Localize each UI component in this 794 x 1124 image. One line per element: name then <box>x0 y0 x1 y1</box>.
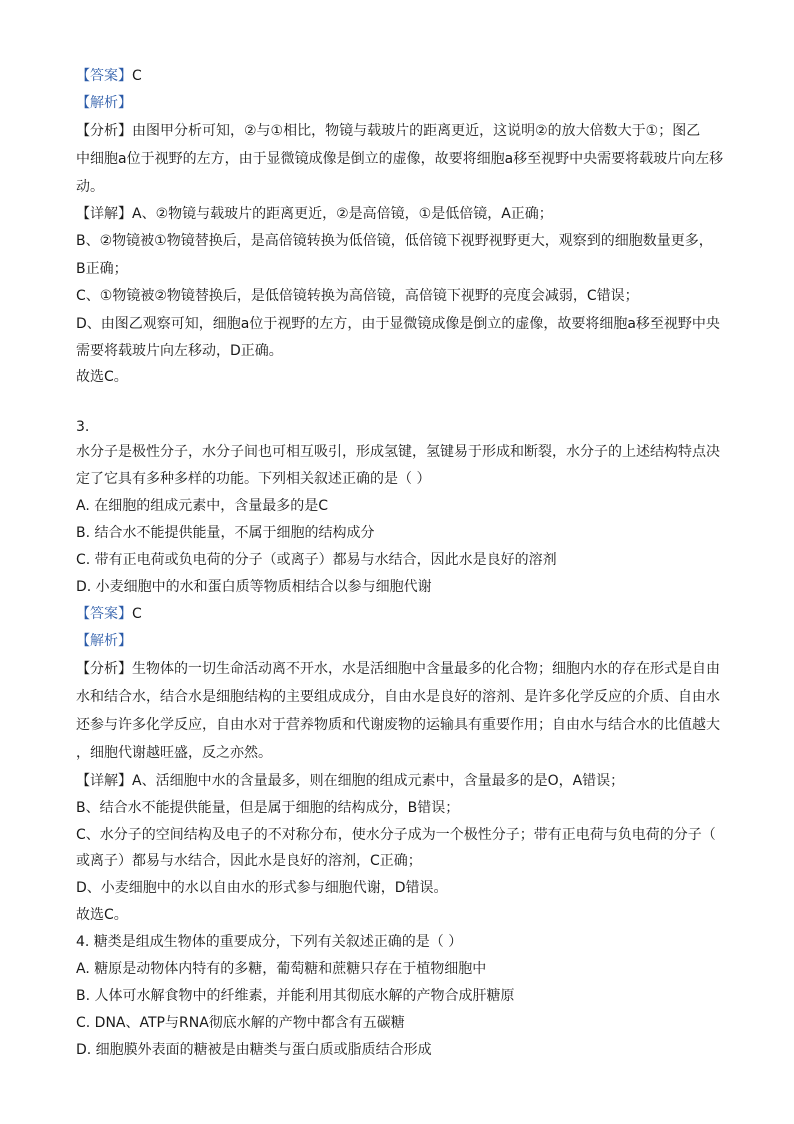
q4-stem: 4. 糖类是组成生物体的重要成分，下列有关叙述正确的是（ ） <box>76 934 463 950</box>
q4-option-c: C. DNA、ATP与RNA彻底水解的产物中都含有五碳糖 <box>76 1015 405 1031</box>
q3-xiangjie-line: D、小麦细胞中的水以自由水的形式参与细胞代谢，D错误。 <box>76 880 448 896</box>
q3-stem-line: 定了它具有多种多样的功能。下列相关叙述正确的是（ ） <box>76 471 431 487</box>
q4-option-b: B. 人体可水解食物中的纤维素，并能利用其彻底水解的产物合成肝糖原 <box>76 988 515 1004</box>
xiangjie-tag: 【详解】 <box>76 773 132 789</box>
q3-xiangjie-line: 或离子）都易与水结合，因此水是良好的溶剂，C正确； <box>76 853 422 869</box>
q3-option-c: C. 带有正电荷或负电荷的分子（或离子）都易与水结合，因此水是良好的溶剂 <box>76 552 557 568</box>
q2-fenxi-text: 由图甲分析可知，②与①相比，物镜与载玻片的距离更近，这说明②的放大倍数大于①；图乙 <box>132 123 701 139</box>
q2-xiangjie-line: 需要将载玻片向左移动，D正确。 <box>76 343 283 359</box>
q2-xiangjie-line: C、①物镜被②物镜替换后，是低倍镜转换为高倍镜，高倍镜下视野的亮度会减弱，C错误； <box>76 288 639 304</box>
q3-stem-line: 水分子是极性分子，水分子间也可相互吸引，形成氢键，氢键易于形成和断裂，水分子的上述结构特点决 <box>76 444 720 460</box>
q3-fenxi-line: 还参与许多化学反应，自由水对于营养物质和代谢废物的运输具有重要作用；自由水与结合水的比值越大 <box>76 717 720 733</box>
q3-fenxi-line <box>76 660 726 678</box>
q3-fenxi-line: 水和结合水，结合水是细胞结构的主要组成成分，自由水是良好的溶剂、是许多化学反应的介质、自由水 <box>76 689 720 705</box>
q4-option-d: D. 细胞膜外表面的糖被是由糖类与蛋白质或脂质结合形成 <box>76 1042 432 1058</box>
q2-xiangjie-line <box>76 205 726 223</box>
q3-analysis-heading <box>76 632 726 650</box>
q2-analysis-heading <box>76 94 726 112</box>
xiangjie-tag: 【详解】 <box>76 206 132 222</box>
q2-answer-line <box>76 67 726 85</box>
q3-fenxi-line: ，细胞代谢越旺盛，反之亦然。 <box>76 745 272 761</box>
q2-xiangjie-line: B、②物镜被①物镜替换后，是高倍镜转换为低倍镜，低倍镜下视野视野更大，观察到的细胞数量更多， <box>76 233 713 249</box>
q3-option-a: A. 在细胞的组成元素中，含量最多的是C <box>76 498 329 514</box>
q2-fenxi-line: 中细胞a位于视野的左方，由于显微镜成像是倒立的虚像，故要将细胞a移至视野中央需要将载玻片向左移 <box>76 151 724 167</box>
q4-option-a: A. 糖原是动物体内特有的多糖，葡萄糖和蔗糖只存在于植物细胞中 <box>76 961 487 977</box>
q3-xiangjie-line: B、结合水不能提供能量，但是属于细胞的结构成分，B错误； <box>76 800 460 816</box>
q2-conclusion: 故选C。 <box>76 369 128 385</box>
q2-fenxi-line <box>76 122 726 140</box>
q2-xiangjie-line: D、由图乙观察可知，细胞a位于视野的左方，由于显微镜成像是倒立的虚像，故要将细胞a移至视野中央 <box>76 316 720 332</box>
q3-xiangjie-line <box>76 772 726 790</box>
q3-number: 3. <box>76 419 90 435</box>
fenxi-tag: 【分析】 <box>76 123 132 139</box>
q3-option-b: B. 结合水不能提供能量，不属于细胞的结构成分 <box>76 525 375 541</box>
answer-tag: 【答案】 <box>76 606 132 622</box>
q3-xiangjie-line: C、水分子的空间结构及电子的不对称分布，使水分子成为一个极性分子；带有正电荷与负电荷的分子（ <box>76 827 716 843</box>
q2-xiangjie-line: B正确； <box>76 261 128 277</box>
answer-tag: 【答案】 <box>76 68 132 84</box>
analysis-tag: 【解析】 <box>76 95 132 111</box>
q3-option-d: D. 小麦细胞中的水和蛋白质等物质相结合以参与细胞代谢 <box>76 579 432 595</box>
q3-conclusion: 故选C。 <box>76 907 128 923</box>
q3-fenxi-text: 生物体的一切生命活动离不开水，水是活细胞中含量最多的化合物；细胞内水的存在形式是自由 <box>132 661 720 677</box>
q3-answer-line <box>76 605 726 623</box>
q2-fenxi-line: 动。 <box>76 179 104 195</box>
q3-answer-value: C <box>132 606 142 622</box>
q3-xiangjie-text: A、活细胞中水的含量最多，则在细胞的组成元素中，含量最多的是O，A错误； <box>132 773 625 789</box>
q2-xiangjie-text: A、②物镜与载玻片的距离更近，②是高倍镜，①是低倍镜，A正确； <box>132 206 553 222</box>
analysis-tag: 【解析】 <box>76 633 132 649</box>
q2-answer-value: C <box>132 68 142 84</box>
fenxi-tag: 【分析】 <box>76 661 132 677</box>
